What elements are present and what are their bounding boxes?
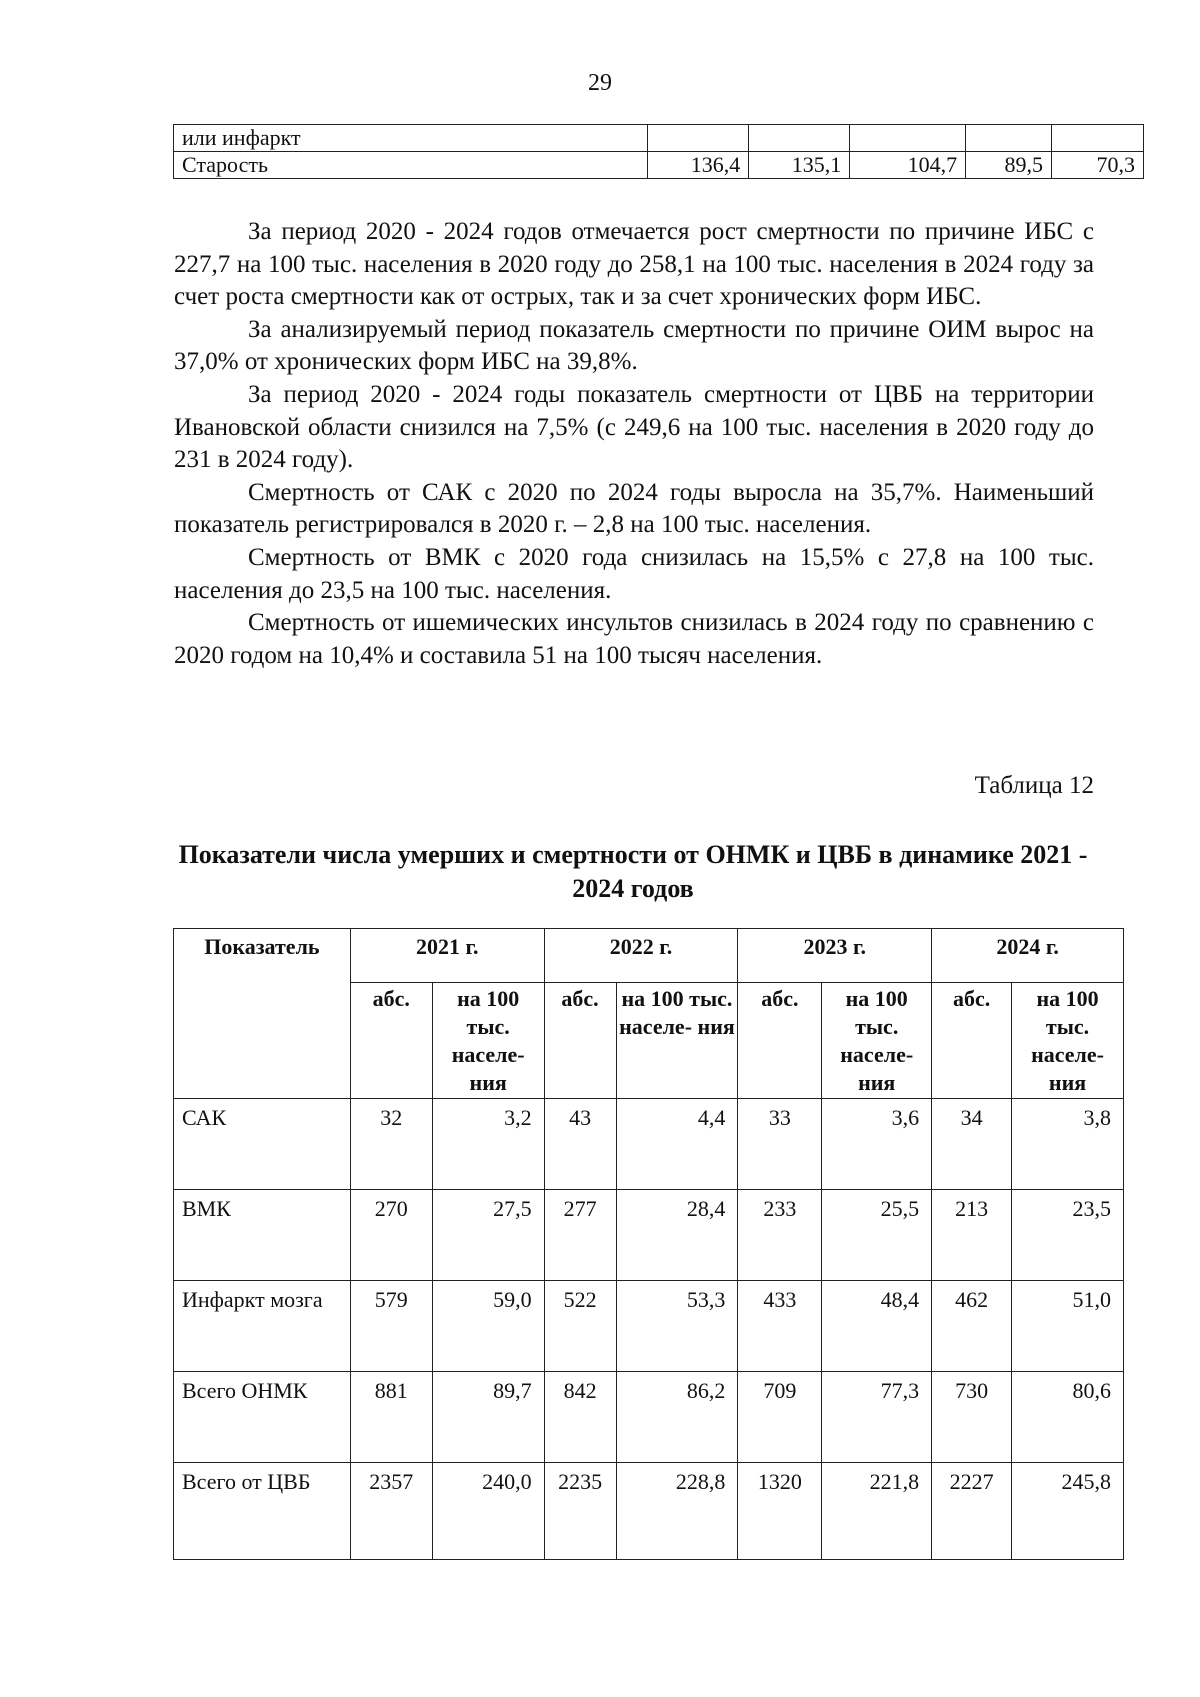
paragraph: Смертность от САК с 2020 по 2024 годы выросла на 35,7%. Наименьший показатель регистрировался в 2020 г. – 2,8 на 100 тыс. населения. — [174, 478, 1094, 539]
table-cell: 522 — [544, 1281, 616, 1372]
paragraph: Смертность от ВМК с 2020 года снизилась на 15,5% с 27,8 на 100 тыс. населения до 23,5 на 100 тыс. населения. — [174, 543, 1094, 604]
table-cell — [749, 125, 850, 152]
table-cell: 33 — [738, 1099, 822, 1190]
table-row — [174, 1099, 1124, 1190]
table-cell — [1052, 125, 1144, 152]
table-cell: 80,6 — [1012, 1372, 1124, 1463]
table-cell: 135,1 — [749, 152, 850, 179]
row-label: САК — [174, 1099, 351, 1190]
table-row — [174, 1372, 1124, 1463]
paragraph: За период 2020 - 2024 годы показатель смертности от ЦВБ на территории Ивановской области снизился на 7,5% (с 249,6 на 100 тыс. населения в 2020 году до 231 в 2024 году). — [174, 380, 1094, 474]
table-cell: 433 — [738, 1281, 822, 1372]
table-cell: 77,3 — [822, 1372, 932, 1463]
table-cell: 2235 — [544, 1463, 616, 1560]
table-title: Показатели числа умерших и смертности от ОНМК и ЦВБ в динамике 2021 - 2024 годов — [178, 840, 1088, 903]
header-year: 2021 г. — [350, 929, 544, 983]
table-cell: 228,8 — [616, 1463, 738, 1560]
table-cell: 28,4 — [616, 1190, 738, 1281]
table-cell: 2357 — [350, 1463, 432, 1560]
row-label: Всего ОНМК — [174, 1372, 351, 1463]
table-row — [174, 1463, 1124, 1560]
table-cell: 842 — [544, 1372, 616, 1463]
header-per100k: на 100 тыс. населе- ния — [432, 983, 544, 1099]
row-label: ВМК — [174, 1190, 351, 1281]
header-abs: абс. — [350, 983, 432, 1099]
header-per100k: на 100 тыс. населе- ния — [1012, 983, 1124, 1099]
row-label: Всего от ЦВБ — [174, 1463, 351, 1560]
table-cell: 51,0 — [1012, 1281, 1124, 1372]
table-cell: 881 — [350, 1372, 432, 1463]
table-cell: 43 — [544, 1099, 616, 1190]
mortality-table — [173, 928, 1124, 1560]
table-cell: 59,0 — [432, 1281, 544, 1372]
table-cell: 104,7 — [850, 152, 966, 179]
header-year: 2024 г. — [932, 929, 1124, 983]
table-cell: 136,4 — [648, 152, 749, 179]
row-label: Старость — [174, 152, 648, 179]
table-row — [174, 152, 1144, 179]
header-abs: абс. — [932, 983, 1012, 1099]
table-cell: 270 — [350, 1190, 432, 1281]
header-abs: абс. — [544, 983, 616, 1099]
table-cell: 27,5 — [432, 1190, 544, 1281]
table-cell: 277 — [544, 1190, 616, 1281]
table-cell: 233 — [738, 1190, 822, 1281]
header-year: 2022 г. — [544, 929, 738, 983]
header-per100k: на 100 тыс. населе- ния — [822, 983, 932, 1099]
table-cell: 579 — [350, 1281, 432, 1372]
continued-table — [173, 124, 1144, 179]
table-cell: 32 — [350, 1099, 432, 1190]
body-text — [174, 216, 1094, 672]
table-cell: 240,0 — [432, 1463, 544, 1560]
row-label: Инфаркт мозга — [174, 1281, 351, 1372]
table-cell: 48,4 — [822, 1281, 932, 1372]
table-cell: 25,5 — [822, 1190, 932, 1281]
table-row — [174, 1190, 1124, 1281]
table-cell: 34 — [932, 1099, 1012, 1190]
table-row — [174, 125, 1144, 152]
table-cell: 89,7 — [432, 1372, 544, 1463]
header-per100k: на 100 тыс. населе- ния — [616, 983, 738, 1099]
header-year: 2023 г. — [738, 929, 932, 983]
table-cell: 70,3 — [1052, 152, 1144, 179]
table-cell — [648, 125, 749, 152]
table-row — [174, 1281, 1124, 1372]
table-label: Таблица 12 — [974, 772, 1094, 799]
header-indicator: Показатель — [174, 929, 351, 1099]
table-cell: 53,3 — [616, 1281, 738, 1372]
paragraph: За период 2020 - 2024 годов отмечается рост смертности по причине ИБС с 227,7 на 100 тыс. населения в 2020 году до 258,1 на 100 тыс. населения в 2024 году за счет роста смертности как от острых, так и за счет хронических форм ИБС. — [174, 218, 1094, 311]
table-cell: 3,8 — [1012, 1099, 1124, 1190]
table-cell: 709 — [738, 1372, 822, 1463]
table-cell: 2227 — [932, 1463, 1012, 1560]
table-cell: 4,4 — [616, 1099, 738, 1190]
table-cell: 3,2 — [432, 1099, 544, 1190]
table-cell: 1320 — [738, 1463, 822, 1560]
table-cell: 221,8 — [822, 1463, 932, 1560]
table-cell — [850, 125, 966, 152]
table-cell: 730 — [932, 1372, 1012, 1463]
table-cell — [966, 125, 1052, 152]
paragraph: За анализируемый период показатель смертности по причине ОИМ вырос на 37,0% от хронических форм ИБС на 39,8%. — [174, 315, 1094, 376]
table-cell: 23,5 — [1012, 1190, 1124, 1281]
table-cell: 462 — [932, 1281, 1012, 1372]
table-cell: 89,5 — [966, 152, 1052, 179]
table-cell: 245,8 — [1012, 1463, 1124, 1560]
header-abs: абс. — [738, 983, 822, 1099]
table-cell: 213 — [932, 1190, 1012, 1281]
page-number: 29 — [588, 70, 612, 96]
row-label: или инфаркт — [174, 125, 648, 152]
table-header-row — [174, 929, 1124, 983]
table-cell: 3,6 — [822, 1099, 932, 1190]
paragraph: Смертность от ишемических инсультов снизилась в 2024 году по сравнению с 2020 годом на 10,4% и составила 51 на 100 тысяч населения. — [174, 609, 1094, 669]
table-cell: 86,2 — [616, 1372, 738, 1463]
